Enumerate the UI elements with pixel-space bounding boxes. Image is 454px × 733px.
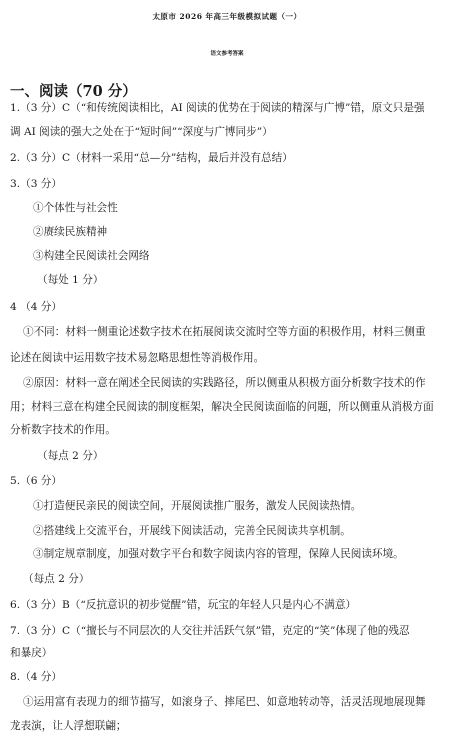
answer-line: （每点 2 分） bbox=[23, 573, 90, 585]
answer-line: 5.（6 分） bbox=[10, 475, 62, 487]
answer-line: 6.（3 分）B（“反抗意识的初步觉醒”错，玩宝的年轻人只是内心不满意） bbox=[10, 599, 357, 611]
answer-line: ③制定规章制度，加强对数字平台和数字阅读内容的管理，保障人民阅读环境。 bbox=[33, 548, 404, 560]
answer-line: ①不同：材料一侧重论述数字技术在拓展阅读交流时空等方面的积极作用，材料三侧重 bbox=[23, 326, 426, 338]
answer-line: （每处 1 分） bbox=[37, 274, 104, 286]
section-heading: 一、阅读（70 分） bbox=[10, 83, 137, 100]
answer-line: 7.（3 分）C（“擅长与不同层次的人交往并活跃气氛”错，克定的“笑”体现了他的残忍 bbox=[10, 625, 410, 637]
answer-line: ①个体性与社会性 bbox=[33, 202, 118, 214]
document-title: 太原市 2026 年高三年级模拟试题（一） bbox=[152, 12, 302, 21]
answer-line: ②原因：材料一意在阐述全民阅读的实践路径，所以侧重从积极方面分析数字技术的作 bbox=[23, 377, 426, 389]
answer-line: 3.（3 分） bbox=[10, 178, 62, 190]
answer-line: 2.（3 分）C（材料一采用“总—分”结构，最后并没有总结） bbox=[10, 152, 293, 164]
answer-line: ②赓续民族精神 bbox=[33, 226, 108, 238]
answer-line: 分析数字技术的作用。 bbox=[10, 424, 116, 436]
answer-line: 用；材料三意在构建全民阅读的制度框架，解决全民阅读面临的问题，所以侧重从消极方面 bbox=[10, 401, 434, 413]
answer-line: 龙表演，让人浮想联翩； bbox=[10, 720, 127, 732]
answer-line: 8.（4 分） bbox=[10, 671, 62, 683]
answer-line: 和暴戾） bbox=[10, 647, 53, 659]
document-subtitle: 语文参考答案 bbox=[210, 51, 244, 57]
answer-line: ①打造便民亲民的阅读空间，开展阅读推广服务，激发人民阅读热情。 bbox=[33, 500, 362, 512]
answer-line: ③构建全民阅读社会网络 bbox=[33, 250, 150, 262]
answer-line: 调 AI 阅读的强大之处在于“短时间”“深度与广博同步”） bbox=[10, 126, 273, 138]
answer-line: ②搭建线上交流平台，开展线下阅读活动，完善全民阅读共享机制。 bbox=[33, 525, 351, 537]
answer-line: 1.（3 分）C（“和传统阅读相比，AI 阅读的优势在于阅读的精深与广博”错，原文只是强 bbox=[10, 102, 425, 114]
answer-line: 4 （4 分） bbox=[10, 301, 62, 313]
answer-line: （每点 2 分） bbox=[37, 450, 104, 462]
answer-line: ①运用富有表现力的细节描写，如滚身子、摔尾巴、如意地转动等，活灵活现地展现舞 bbox=[23, 696, 426, 708]
answer-line: 论述在阅读中运用数字技术易忽略思想性等消极作用。 bbox=[10, 352, 265, 364]
